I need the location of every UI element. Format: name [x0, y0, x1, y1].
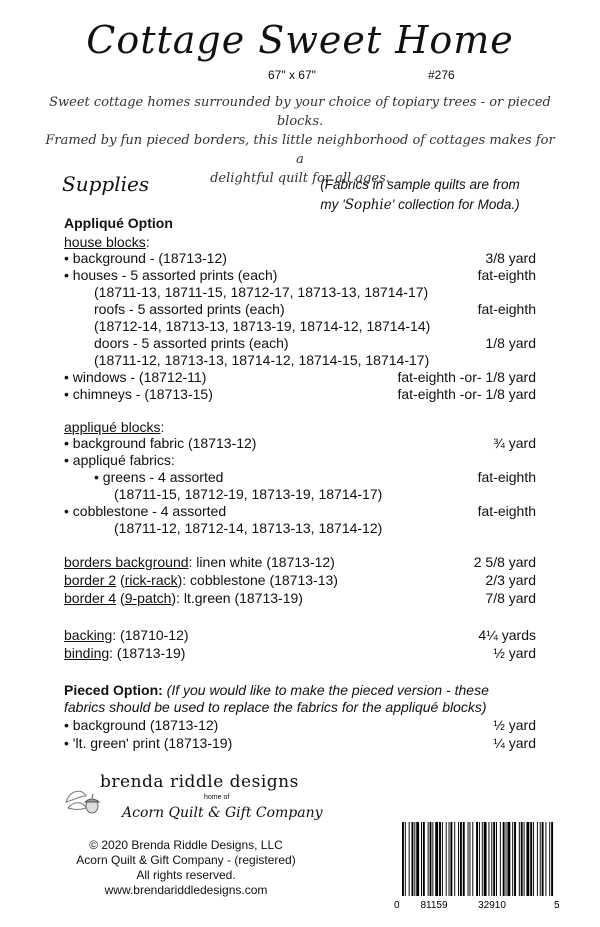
barcode-bar [432, 822, 433, 896]
border-4-row [64, 589, 536, 608]
supply-label: • chimneys - (18713-15) [64, 386, 213, 402]
supply-amount: 1/8 yard [485, 335, 536, 351]
supply-amount: 7/8 yard [485, 590, 536, 606]
border-4-text: ): lt.green (18713-19) [171, 590, 303, 606]
supply-row [64, 734, 536, 753]
supply-label: doors - 5 assorted prints (each) [94, 335, 289, 351]
barcode-bar [549, 822, 550, 896]
supply-amount: ½ yard [493, 717, 536, 733]
borders-background-row [64, 553, 536, 572]
barcode-bar [507, 822, 510, 896]
applique-blocks-label: appliqué blocks [64, 419, 161, 435]
binding-label: binding [64, 645, 110, 661]
supplies-heading: Supplies [62, 172, 150, 196]
barcode-bar [402, 822, 404, 896]
barcode-bar [514, 822, 516, 896]
supply-amount: fat-eighth [477, 267, 536, 283]
barcode-bar [449, 822, 450, 896]
barcode-bar [537, 822, 538, 896]
supply-label: (18712-14, 18713-13, 18713-19, 18714-12, 18714-14) [94, 318, 431, 334]
border-2-row [64, 571, 536, 590]
barcode-bar [442, 822, 443, 896]
barcode-bar [469, 822, 470, 896]
border-2-label: border 2 [64, 572, 117, 588]
brand-logo [62, 772, 332, 832]
supply-label: (18711-12, 18712-14, 18713-13, 18714-12) [114, 520, 383, 536]
supply-label: • cobblestone - 4 assorted [64, 503, 227, 519]
supply-label: • windows - (18712-11) [64, 369, 207, 385]
borders-background-text: : linen white (18713-12) [188, 554, 335, 570]
barcode-bars [392, 822, 562, 910]
barcode-bar [463, 822, 465, 896]
barcode-bar [506, 822, 507, 896]
border-2-text: ): cobblestone (18713-13) [177, 572, 338, 588]
barcode-bar [412, 822, 414, 896]
fabric-note-post: ' collection for Moda.) [391, 197, 520, 212]
acorn-leaf-icon [62, 782, 102, 820]
pieced-heading: Pieced Option: [64, 682, 163, 698]
barcode-bar [476, 822, 478, 896]
brand-name: brenda riddle designs [100, 772, 299, 792]
fabric-note [300, 175, 540, 215]
barcode-bar [458, 822, 459, 896]
barcode-bar [421, 822, 422, 896]
intro-line-2: Framed by fun pieced borders, this little neighborhood of cottages makes for a [45, 133, 555, 167]
border-2-open: ( [116, 572, 125, 588]
supply-row [64, 716, 536, 735]
barcode-bar [416, 822, 419, 896]
copyright-block [66, 838, 306, 898]
barcode-bar [530, 822, 532, 896]
barcode-bar [446, 822, 447, 896]
brand-home-of: home of [204, 794, 230, 801]
brand-company: Acorn Quilt & Gift Company [122, 805, 323, 821]
supply-label: • background - (18713-12) [64, 250, 227, 266]
supply-amount: 2/3 yard [485, 572, 536, 588]
barcode-bar [430, 822, 432, 896]
supply-row [64, 385, 536, 404]
backing-text: : (18710-12) [112, 627, 189, 643]
barcode-bar [496, 822, 497, 896]
barcode-digit-group-1: 81159 [420, 900, 448, 910]
applique-blocks-heading: appliqué blocks: [64, 419, 165, 435]
fabric-note-line-1: (Fabrics in sample quilts are from [320, 177, 520, 192]
pieced-note-1: (If you would like to make the pieced version - these [162, 682, 489, 698]
barcode-bar [491, 822, 492, 896]
barcode-bar [414, 822, 415, 896]
website-line: www.brendariddledesigns.com [104, 883, 268, 897]
barcode-bar [454, 822, 455, 896]
barcode-bar [409, 822, 410, 896]
rights-line: All rights reserved. [136, 868, 236, 882]
house-blocks-heading: house blocks: [64, 234, 150, 250]
barcode-bar [545, 822, 546, 896]
supply-label: (18711-13, 18711-15, 18712-17, 18713-13, 18714-17) [94, 284, 429, 300]
border-4-open: ( [116, 590, 125, 606]
pattern-title: Cottage Sweet Home [86, 18, 514, 62]
barcode-bar [512, 822, 513, 896]
barcode-bar [439, 822, 441, 896]
barcode-bar [493, 822, 495, 896]
supply-label: • houses - 5 assorted prints (each) [64, 267, 278, 283]
company-line: Acorn Quilt & Gift Company - (registered) [76, 853, 296, 867]
barcode-bar [423, 822, 425, 896]
barcode-bar [500, 822, 501, 896]
supply-amount: 2 5/8 yard [473, 554, 536, 570]
backing-row [64, 626, 536, 645]
barcode-digit-group-2: 32910 [478, 900, 506, 910]
supply-amount: fat-eighth -or- 1/8 yard [397, 386, 536, 402]
intro-line-1: Sweet cottage homes surrounded by your choice of topiary trees - or pieced blocks. [49, 95, 551, 129]
barcode-bar [428, 822, 429, 896]
barcode-bar [542, 822, 544, 896]
barcode-bar [479, 822, 480, 896]
supply-amount: ¼ yard [493, 735, 536, 751]
barcode-bar [482, 822, 483, 896]
barcode-bar [524, 822, 525, 896]
barcode-digit-first: 0 [394, 900, 400, 910]
barcode-bar [472, 822, 473, 896]
barcode [392, 822, 562, 910]
border-2-sub: rick-rack [124, 572, 178, 588]
binding-row [64, 644, 536, 663]
barcode-bar [468, 822, 469, 896]
barcode-bar [484, 822, 487, 896]
house-blocks-label: house blocks [64, 234, 146, 250]
supply-amount: fat-eighth [477, 469, 536, 485]
barcode-bar [488, 822, 489, 896]
barcode-bar [460, 822, 462, 896]
barcode-bar [551, 822, 553, 896]
binding-text: : (18713-19) [109, 645, 186, 661]
border-4-sub: 9-patch [124, 590, 172, 606]
supply-amount: fat-eighth -or- 1/8 yard [397, 369, 536, 385]
border-4-label: border 4 [64, 590, 117, 606]
supply-row [64, 519, 536, 538]
supply-label: • greens - 4 assorted [94, 469, 224, 485]
barcode-bar [450, 822, 452, 896]
borders-background-label: borders background [64, 554, 189, 570]
barcode-digit-last: 5 [554, 900, 560, 910]
supply-label: roofs - 5 assorted prints (each) [94, 301, 285, 317]
supply-label: (18711-15, 18712-19, 18713-19, 18714-17) [114, 486, 383, 502]
supply-amount: fat-eighth [477, 503, 536, 519]
supply-label: • background (18713-12) [64, 717, 219, 733]
supply-amount: fat-eighth [477, 301, 536, 317]
collection-name: Sophie [344, 197, 392, 213]
barcode-bar [521, 822, 523, 896]
pieced-note-2: fabrics should be used to replace the fabrics for the appliqué blocks) [64, 699, 487, 715]
fabric-note-line-2 [300, 195, 540, 215]
applique-heading: Appliqué Option [64, 215, 173, 231]
copyright-line: © 2020 Brenda Riddle Designs, LLC [89, 838, 283, 852]
intro-line-3: delightful quilt for all ages. [210, 171, 390, 186]
supply-amount: 3/8 yard [485, 250, 536, 266]
supply-label: • background fabric (18713-12) [64, 435, 257, 451]
fabric-note-pre: my ' [320, 197, 345, 212]
barcode-bar [540, 822, 541, 896]
supply-label: • appliqué fabrics: [64, 452, 175, 468]
barcode-bar [435, 822, 438, 896]
barcode-bar [405, 822, 406, 896]
supply-amount: 4¼ yards [478, 627, 536, 643]
supply-amount: ¾ yard [493, 435, 536, 451]
supply-label: • 'lt. green' print (18713-19) [64, 735, 233, 751]
barcode-bar [503, 822, 505, 896]
supply-amount: ½ yard [493, 645, 536, 661]
quilt-size: 67" x 67" [268, 68, 316, 82]
barcode-bar [533, 822, 534, 896]
barcode-bar [519, 822, 520, 896]
backing-label: backing [64, 627, 113, 643]
supply-label: (18711-12, 18713-13, 18714-12, 18714-15, 18714-17) [94, 352, 430, 368]
barcode-bar [526, 822, 529, 896]
pattern-number: #276 [428, 68, 455, 82]
